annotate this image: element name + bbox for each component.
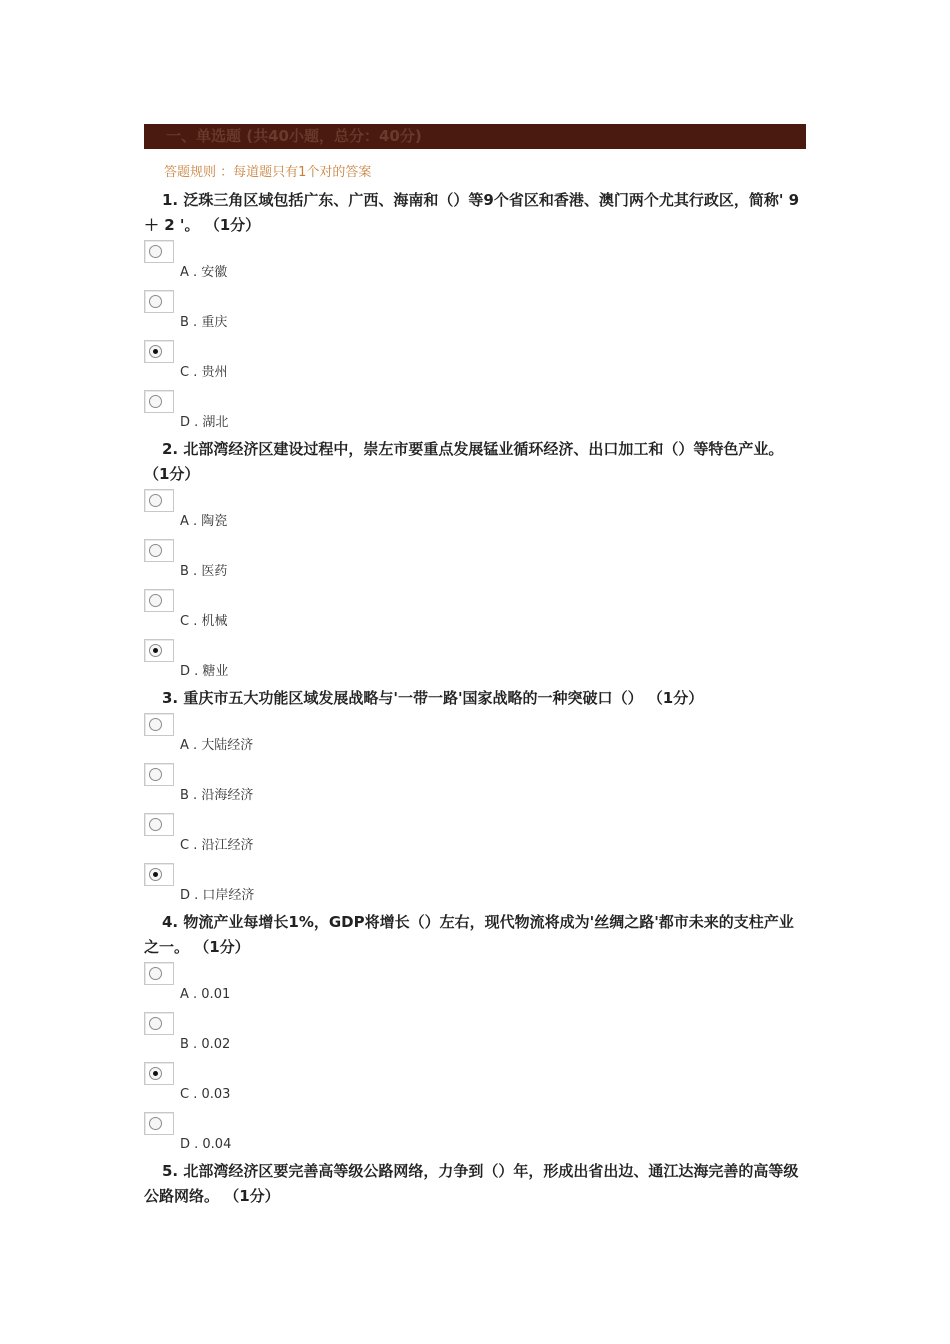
radio-button[interactable] xyxy=(144,589,174,612)
option-c[interactable] xyxy=(144,1060,808,1110)
option-label: D . 口岸经济 xyxy=(180,888,255,903)
radio-button[interactable] xyxy=(144,1062,174,1085)
option-label: A . 大陆经济 xyxy=(180,738,254,753)
question-number: 1. xyxy=(162,191,179,209)
option-a[interactable] xyxy=(144,960,808,1010)
question-4 xyxy=(144,910,808,1160)
radio-button[interactable] xyxy=(144,1112,174,1135)
section-title: 一、单选题 (共40小题，总分：40分) xyxy=(166,127,422,145)
radio-circle-icon xyxy=(149,594,162,607)
radio-circle-icon xyxy=(149,1117,162,1130)
option-label: C . 机械 xyxy=(180,614,228,629)
question-number: 3. xyxy=(162,689,179,707)
option-b[interactable] xyxy=(144,537,808,587)
question-text: 泛珠三角区域包括广东、广西、海南和（）等9个省区和香港、澳门两个尤其行政区，简称' 9 ＋ 2 '。 （1分） xyxy=(144,191,800,234)
radio-button[interactable] xyxy=(144,863,174,886)
radio-checked-icon xyxy=(149,868,162,881)
option-label: C . 0.03 xyxy=(180,1087,231,1102)
option-d[interactable] xyxy=(144,861,808,911)
radio-button[interactable] xyxy=(144,639,174,662)
question-1 xyxy=(144,188,808,438)
radio-circle-icon xyxy=(149,718,162,731)
radio-button[interactable] xyxy=(144,713,174,736)
radio-button[interactable] xyxy=(144,763,174,786)
option-b[interactable] xyxy=(144,761,808,811)
question-title xyxy=(144,910,808,960)
radio-checked-icon xyxy=(149,345,162,358)
option-label: B . 医药 xyxy=(180,564,228,579)
option-label: C . 贵州 xyxy=(180,365,228,380)
option-label: A . 陶瓷 xyxy=(180,514,228,529)
option-b[interactable] xyxy=(144,1010,808,1060)
section-header xyxy=(144,124,806,149)
radio-checked-icon xyxy=(149,644,162,657)
option-b[interactable] xyxy=(144,288,808,338)
radio-button[interactable] xyxy=(144,813,174,836)
question-2 xyxy=(144,437,808,687)
option-c[interactable] xyxy=(144,338,808,388)
radio-button[interactable] xyxy=(144,489,174,512)
radio-circle-icon xyxy=(149,494,162,507)
option-label: C . 沿江经济 xyxy=(180,838,254,853)
option-label: D . 糖业 xyxy=(180,664,229,679)
radio-button[interactable] xyxy=(144,240,174,263)
radio-circle-icon xyxy=(149,245,162,258)
question-5 xyxy=(144,1159,808,1209)
option-d[interactable] xyxy=(144,637,808,687)
radio-button[interactable] xyxy=(144,340,174,363)
radio-button[interactable] xyxy=(144,962,174,985)
radio-button[interactable] xyxy=(144,390,174,413)
question-title xyxy=(144,188,808,238)
option-a[interactable] xyxy=(144,238,808,288)
radio-circle-icon xyxy=(149,544,162,557)
question-number: 5. xyxy=(162,1162,179,1180)
answer-rule: 答题规则 ：每道题只有1个对的答案 xyxy=(164,165,372,180)
radio-button[interactable] xyxy=(144,539,174,562)
option-label: B . 0.02 xyxy=(180,1037,231,1052)
question-title xyxy=(144,686,808,711)
radio-button[interactable] xyxy=(144,1012,174,1035)
question-title xyxy=(144,1159,808,1209)
question-text: 物流产业每增长1%，GDP将增长（）左右，现代物流将成为'丝绸之路'都市未来的支柱产业之一。 （1分） xyxy=(144,913,794,956)
radio-button[interactable] xyxy=(144,290,174,313)
option-d[interactable] xyxy=(144,1110,808,1160)
radio-circle-icon xyxy=(149,818,162,831)
radio-circle-icon xyxy=(149,768,162,781)
radio-checked-icon xyxy=(149,1067,162,1080)
question-3 xyxy=(144,686,808,911)
option-label: D . 湖北 xyxy=(180,415,229,430)
question-text: 北部湾经济区建设过程中，崇左市要重点发展锰业循环经济、出口加工和（）等特色产业。 （1分） xyxy=(144,440,784,483)
option-label: D . 0.04 xyxy=(180,1137,232,1152)
option-a[interactable] xyxy=(144,711,808,761)
radio-circle-icon xyxy=(149,1017,162,1030)
option-d[interactable] xyxy=(144,388,808,438)
option-label: B . 沿海经济 xyxy=(180,788,254,803)
question-text: 重庆市五大功能区域发展战略与'一带一路'国家战略的一种突破口（） （1分） xyxy=(183,689,704,707)
option-c[interactable] xyxy=(144,811,808,861)
question-title xyxy=(144,437,808,487)
radio-circle-icon xyxy=(149,967,162,980)
option-label: A . 0.01 xyxy=(180,987,231,1002)
option-label: A . 安徽 xyxy=(180,265,228,280)
radio-circle-icon xyxy=(149,395,162,408)
question-number: 2. xyxy=(162,440,179,458)
option-a[interactable] xyxy=(144,487,808,537)
option-c[interactable] xyxy=(144,587,808,637)
question-text: 北部湾经济区要完善高等级公路网络，力争到（）年，形成出省出边、通江达海完善的高等级公路网络。 （1分） xyxy=(144,1162,799,1205)
question-number: 4. xyxy=(162,913,179,931)
radio-circle-icon xyxy=(149,295,162,308)
option-label: B . 重庆 xyxy=(180,315,228,330)
